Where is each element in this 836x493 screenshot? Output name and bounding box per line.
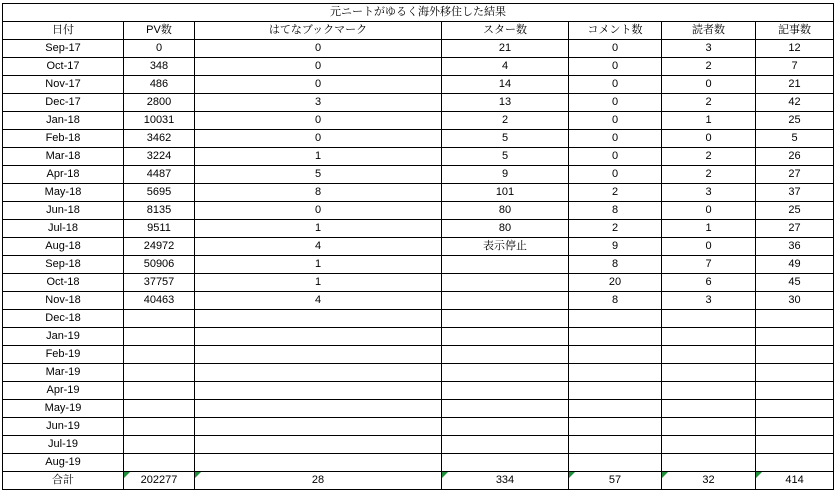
cell-comments[interactable]: 0 bbox=[569, 148, 662, 166]
cell-pv[interactable]: 9511 bbox=[124, 220, 195, 238]
cell-readers[interactable]: 7 bbox=[662, 256, 756, 274]
header-readers[interactable]: 読者数 bbox=[662, 22, 756, 40]
cell-stars[interactable]: 101 bbox=[442, 184, 569, 202]
cell-comments[interactable] bbox=[569, 310, 662, 328]
cell-pv[interactable]: 40463 bbox=[124, 292, 195, 310]
cell-comments[interactable]: 0 bbox=[569, 76, 662, 94]
cell-pv[interactable] bbox=[124, 364, 195, 382]
cell-stars[interactable]: 5 bbox=[442, 148, 569, 166]
cell-hatena-bookmark[interactable]: 3 bbox=[195, 94, 442, 112]
cell-articles[interactable] bbox=[756, 436, 834, 454]
cell-stars[interactable]: 80 bbox=[442, 202, 569, 220]
cell-articles[interactable]: 26 bbox=[756, 148, 834, 166]
cell-hatena-bookmark[interactable]: 0 bbox=[195, 40, 442, 58]
cell-articles[interactable]: 5 bbox=[756, 130, 834, 148]
cell-stars[interactable] bbox=[442, 454, 569, 472]
total-comments[interactable] bbox=[569, 472, 662, 490]
header-hatena-bookmark[interactable]: はてなブックマーク bbox=[195, 22, 442, 40]
header-date[interactable]: 日付 bbox=[3, 22, 124, 40]
cell-readers[interactable]: 1 bbox=[662, 112, 756, 130]
cell-hatena-bookmark[interactable] bbox=[195, 382, 442, 400]
cell-comments[interactable]: 8 bbox=[569, 202, 662, 220]
cell-comments[interactable]: 0 bbox=[569, 58, 662, 76]
cell-comments[interactable]: 0 bbox=[569, 112, 662, 130]
cell-pv[interactable]: 24972 bbox=[124, 238, 195, 256]
table-row bbox=[3, 256, 834, 274]
total-comments-value: 57 bbox=[608, 474, 622, 486]
cell-stars[interactable] bbox=[442, 256, 569, 274]
cell-readers[interactable]: 2 bbox=[662, 166, 756, 184]
cell-comments[interactable]: 2 bbox=[569, 220, 662, 238]
cell-readers[interactable] bbox=[662, 346, 756, 364]
cell-stars[interactable]: 21 bbox=[442, 40, 569, 58]
cell-articles[interactable]: 25 bbox=[756, 112, 834, 130]
cell-pv[interactable]: 348 bbox=[124, 58, 195, 76]
cell-stars[interactable] bbox=[442, 328, 569, 346]
cell-articles[interactable]: 7 bbox=[756, 58, 834, 76]
cell-pv[interactable]: 486 bbox=[124, 76, 195, 94]
total-readers[interactable] bbox=[662, 472, 756, 490]
cell-readers[interactable] bbox=[662, 310, 756, 328]
cell-date[interactable]: Apr-19 bbox=[3, 382, 124, 400]
cell-readers[interactable]: 1 bbox=[662, 220, 756, 238]
cell-articles[interactable]: 25 bbox=[756, 202, 834, 220]
cell-date[interactable]: Mar-19 bbox=[3, 364, 124, 382]
cell-pv[interactable]: 2800 bbox=[124, 94, 195, 112]
cell-comments[interactable]: 9 bbox=[569, 238, 662, 256]
table-row bbox=[3, 400, 834, 418]
cell-hatena-bookmark[interactable]: 1 bbox=[195, 256, 442, 274]
total-stars-value: 334 bbox=[495, 474, 515, 486]
cell-hatena-bookmark[interactable] bbox=[195, 346, 442, 364]
cell-pv[interactable] bbox=[124, 346, 195, 364]
cell-readers[interactable]: 2 bbox=[662, 148, 756, 166]
total-label[interactable]: 合計 bbox=[3, 472, 124, 490]
cell-stars[interactable]: 2 bbox=[442, 112, 569, 130]
cell-hatena-bookmark[interactable]: 8 bbox=[195, 184, 442, 202]
cell-date[interactable]: Feb-18 bbox=[3, 130, 124, 148]
cell-pv[interactable] bbox=[124, 418, 195, 436]
total-hatena-bookmark-value: 28 bbox=[311, 474, 325, 486]
cell-articles[interactable]: 36 bbox=[756, 238, 834, 256]
cell-date[interactable]: May-18 bbox=[3, 184, 124, 202]
cell-stars[interactable] bbox=[442, 346, 569, 364]
cell-hatena-bookmark[interactable] bbox=[195, 328, 442, 346]
cell-hatena-bookmark[interactable] bbox=[195, 400, 442, 418]
header-comments[interactable]: コメント数 bbox=[569, 22, 662, 40]
cell-stars[interactable]: 表示停止 bbox=[442, 238, 569, 256]
table-row bbox=[3, 454, 834, 472]
cell-hatena-bookmark[interactable]: 5 bbox=[195, 166, 442, 184]
total-readers-value: 32 bbox=[702, 474, 715, 486]
cell-hatena-bookmark[interactable]: 1 bbox=[195, 220, 442, 238]
cell-stars[interactable] bbox=[442, 292, 569, 310]
cell-comments[interactable]: 0 bbox=[569, 94, 662, 112]
cell-date[interactable]: Mar-18 bbox=[3, 148, 124, 166]
table-row bbox=[3, 112, 834, 130]
cell-hatena-bookmark[interactable]: 4 bbox=[195, 238, 442, 256]
cell-hatena-bookmark[interactable] bbox=[195, 310, 442, 328]
cell-date[interactable]: Oct-18 bbox=[3, 274, 124, 292]
cell-readers[interactable]: 3 bbox=[662, 40, 756, 58]
total-pv-value: 202277 bbox=[140, 474, 178, 486]
cell-readers[interactable]: 2 bbox=[662, 58, 756, 76]
cell-articles[interactable] bbox=[756, 310, 834, 328]
cell-hatena-bookmark[interactable]: 4 bbox=[195, 292, 442, 310]
cell-hatena-bookmark[interactable] bbox=[195, 418, 442, 436]
cell-comments[interactable] bbox=[569, 454, 662, 472]
cell-articles[interactable] bbox=[756, 400, 834, 418]
cell-hatena-bookmark[interactable] bbox=[195, 364, 442, 382]
table-row bbox=[3, 418, 834, 436]
cell-hatena-bookmark[interactable]: 0 bbox=[195, 58, 442, 76]
table-row bbox=[3, 346, 834, 364]
total-articles[interactable] bbox=[756, 472, 834, 490]
cell-date[interactable]: Jun-19 bbox=[3, 418, 124, 436]
header-row bbox=[3, 22, 834, 40]
cell-comments[interactable] bbox=[569, 400, 662, 418]
cell-stars[interactable] bbox=[442, 364, 569, 382]
cell-readers[interactable]: 0 bbox=[662, 130, 756, 148]
total-stars[interactable] bbox=[442, 472, 569, 490]
cell-date[interactable]: Apr-18 bbox=[3, 166, 124, 184]
cell-hatena-bookmark[interactable] bbox=[195, 436, 442, 454]
cell-readers[interactable] bbox=[662, 328, 756, 346]
cell-comments[interactable]: 2 bbox=[569, 184, 662, 202]
cell-comments[interactable] bbox=[569, 346, 662, 364]
cell-readers[interactable]: 0 bbox=[662, 238, 756, 256]
cell-pv[interactable]: 0 bbox=[124, 40, 195, 58]
cell-date[interactable]: Dec-17 bbox=[3, 94, 124, 112]
cell-pv[interactable]: 10031 bbox=[124, 112, 195, 130]
cell-date[interactable]: Sep-18 bbox=[3, 256, 124, 274]
cell-articles[interactable]: 21 bbox=[756, 76, 834, 94]
cell-pv[interactable]: 50906 bbox=[124, 256, 195, 274]
cell-articles[interactable]: 37 bbox=[756, 184, 834, 202]
cell-stars[interactable]: 13 bbox=[442, 94, 569, 112]
cell-stars[interactable]: 14 bbox=[442, 76, 569, 94]
cell-readers[interactable] bbox=[662, 364, 756, 382]
table-row bbox=[3, 292, 834, 310]
table-row bbox=[3, 220, 834, 238]
cell-articles[interactable] bbox=[756, 382, 834, 400]
table-row bbox=[3, 76, 834, 94]
cell-readers[interactable] bbox=[662, 436, 756, 454]
cell-hatena-bookmark[interactable]: 0 bbox=[195, 76, 442, 94]
cell-articles[interactable] bbox=[756, 364, 834, 382]
error-indicator-icon bbox=[569, 472, 575, 478]
cell-articles[interactable]: 30 bbox=[756, 292, 834, 310]
cell-articles[interactable]: 49 bbox=[756, 256, 834, 274]
error-indicator-icon bbox=[442, 472, 448, 478]
cell-date[interactable]: May-19 bbox=[3, 400, 124, 418]
cell-pv[interactable] bbox=[124, 454, 195, 472]
total-hatena-bookmark[interactable] bbox=[195, 472, 442, 490]
cell-readers[interactable]: 3 bbox=[662, 184, 756, 202]
cell-stars[interactable]: 9 bbox=[442, 166, 569, 184]
cell-comments[interactable]: 0 bbox=[569, 40, 662, 58]
table-row bbox=[3, 238, 834, 256]
cell-date[interactable]: Feb-19 bbox=[3, 346, 124, 364]
cell-hatena-bookmark[interactable]: 0 bbox=[195, 202, 442, 220]
cell-stars[interactable] bbox=[442, 400, 569, 418]
table-row bbox=[3, 436, 834, 454]
error-indicator-icon bbox=[756, 472, 762, 478]
cell-articles[interactable] bbox=[756, 454, 834, 472]
cell-readers[interactable] bbox=[662, 418, 756, 436]
cell-date[interactable]: Jul-18 bbox=[3, 220, 124, 238]
cell-comments[interactable] bbox=[569, 328, 662, 346]
cell-comments[interactable]: 8 bbox=[569, 292, 662, 310]
table-row bbox=[3, 382, 834, 400]
table-row bbox=[3, 184, 834, 202]
cell-stars[interactable] bbox=[442, 436, 569, 454]
cell-stars[interactable]: 80 bbox=[442, 220, 569, 238]
cell-readers[interactable]: 0 bbox=[662, 76, 756, 94]
cell-date[interactable]: Nov-18 bbox=[3, 292, 124, 310]
cell-readers[interactable] bbox=[662, 400, 756, 418]
cell-date[interactable]: Jan-18 bbox=[3, 112, 124, 130]
cell-hatena-bookmark[interactable]: 1 bbox=[195, 148, 442, 166]
cell-comments[interactable] bbox=[569, 382, 662, 400]
cell-date[interactable]: Aug-19 bbox=[3, 454, 124, 472]
table-row bbox=[3, 94, 834, 112]
cell-pv[interactable]: 4487 bbox=[124, 166, 195, 184]
cell-pv[interactable]: 3224 bbox=[124, 148, 195, 166]
cell-comments[interactable] bbox=[569, 418, 662, 436]
cell-articles[interactable]: 27 bbox=[756, 220, 834, 238]
error-indicator-icon bbox=[662, 472, 668, 478]
cell-stars[interactable] bbox=[442, 382, 569, 400]
header-articles[interactable]: 記事数 bbox=[756, 22, 834, 40]
cell-pv[interactable]: 37757 bbox=[124, 274, 195, 292]
cell-pv[interactable]: 5695 bbox=[124, 184, 195, 202]
cell-articles[interactable]: 45 bbox=[756, 274, 834, 292]
cell-hatena-bookmark[interactable]: 1 bbox=[195, 274, 442, 292]
cell-stars[interactable] bbox=[442, 274, 569, 292]
cell-stars[interactable]: 5 bbox=[442, 130, 569, 148]
cell-stars[interactable] bbox=[442, 310, 569, 328]
table-row bbox=[3, 364, 834, 382]
cell-comments[interactable]: 8 bbox=[569, 256, 662, 274]
cell-articles[interactable]: 42 bbox=[756, 94, 834, 112]
total-row bbox=[3, 472, 834, 490]
table-row bbox=[3, 310, 834, 328]
cell-articles[interactable] bbox=[756, 346, 834, 364]
table-row bbox=[3, 40, 834, 58]
table-row bbox=[3, 58, 834, 76]
cell-hatena-bookmark[interactable] bbox=[195, 454, 442, 472]
table-row bbox=[3, 130, 834, 148]
cell-readers[interactable] bbox=[662, 382, 756, 400]
cell-pv[interactable] bbox=[124, 400, 195, 418]
cell-readers[interactable]: 2 bbox=[662, 94, 756, 112]
cell-comments[interactable] bbox=[569, 364, 662, 382]
cell-readers[interactable]: 0 bbox=[662, 202, 756, 220]
cell-hatena-bookmark[interactable]: 0 bbox=[195, 130, 442, 148]
error-indicator-icon bbox=[195, 472, 201, 478]
cell-comments[interactable]: 20 bbox=[569, 274, 662, 292]
cell-pv[interactable]: 8135 bbox=[124, 202, 195, 220]
spreadsheet-table bbox=[2, 3, 834, 490]
table-row bbox=[3, 166, 834, 184]
cell-readers[interactable]: 3 bbox=[662, 292, 756, 310]
cell-pv[interactable] bbox=[124, 436, 195, 454]
header-stars[interactable]: スター数 bbox=[442, 22, 569, 40]
cell-comments[interactable]: 0 bbox=[569, 130, 662, 148]
cell-pv[interactable] bbox=[124, 310, 195, 328]
cell-pv[interactable] bbox=[124, 382, 195, 400]
cell-date[interactable]: Aug-18 bbox=[3, 238, 124, 256]
cell-date[interactable]: Sep-17 bbox=[3, 40, 124, 58]
cell-articles[interactable] bbox=[756, 328, 834, 346]
cell-hatena-bookmark[interactable]: 0 bbox=[195, 112, 442, 130]
total-articles-value: 414 bbox=[785, 474, 804, 486]
cell-articles[interactable]: 12 bbox=[756, 40, 834, 58]
cell-pv[interactable]: 3462 bbox=[124, 130, 195, 148]
cell-articles[interactable] bbox=[756, 418, 834, 436]
total-pv[interactable] bbox=[124, 472, 195, 490]
cell-articles[interactable]: 27 bbox=[756, 166, 834, 184]
title-row bbox=[3, 4, 834, 22]
cell-date[interactable]: Jul-19 bbox=[3, 436, 124, 454]
cell-readers[interactable] bbox=[662, 454, 756, 472]
cell-stars[interactable]: 4 bbox=[442, 58, 569, 76]
cell-comments[interactable] bbox=[569, 436, 662, 454]
header-pv[interactable]: PV数 bbox=[124, 22, 195, 40]
cell-date[interactable]: Oct-17 bbox=[3, 58, 124, 76]
cell-comments[interactable]: 0 bbox=[569, 166, 662, 184]
cell-date[interactable]: Dec-18 bbox=[3, 310, 124, 328]
cell-date[interactable]: Nov-17 bbox=[3, 76, 124, 94]
cell-date[interactable]: Jan-19 bbox=[3, 328, 124, 346]
table-row bbox=[3, 274, 834, 292]
table-row bbox=[3, 328, 834, 346]
error-indicator-icon bbox=[124, 472, 130, 478]
cell-stars[interactable] bbox=[442, 418, 569, 436]
cell-date[interactable]: Jun-18 bbox=[3, 202, 124, 220]
table-title[interactable]: 元ニートがゆるく海外移住した結果 bbox=[3, 4, 834, 22]
cell-pv[interactable] bbox=[124, 328, 195, 346]
table-row bbox=[3, 148, 834, 166]
cell-readers[interactable]: 6 bbox=[662, 274, 756, 292]
table-row bbox=[3, 202, 834, 220]
